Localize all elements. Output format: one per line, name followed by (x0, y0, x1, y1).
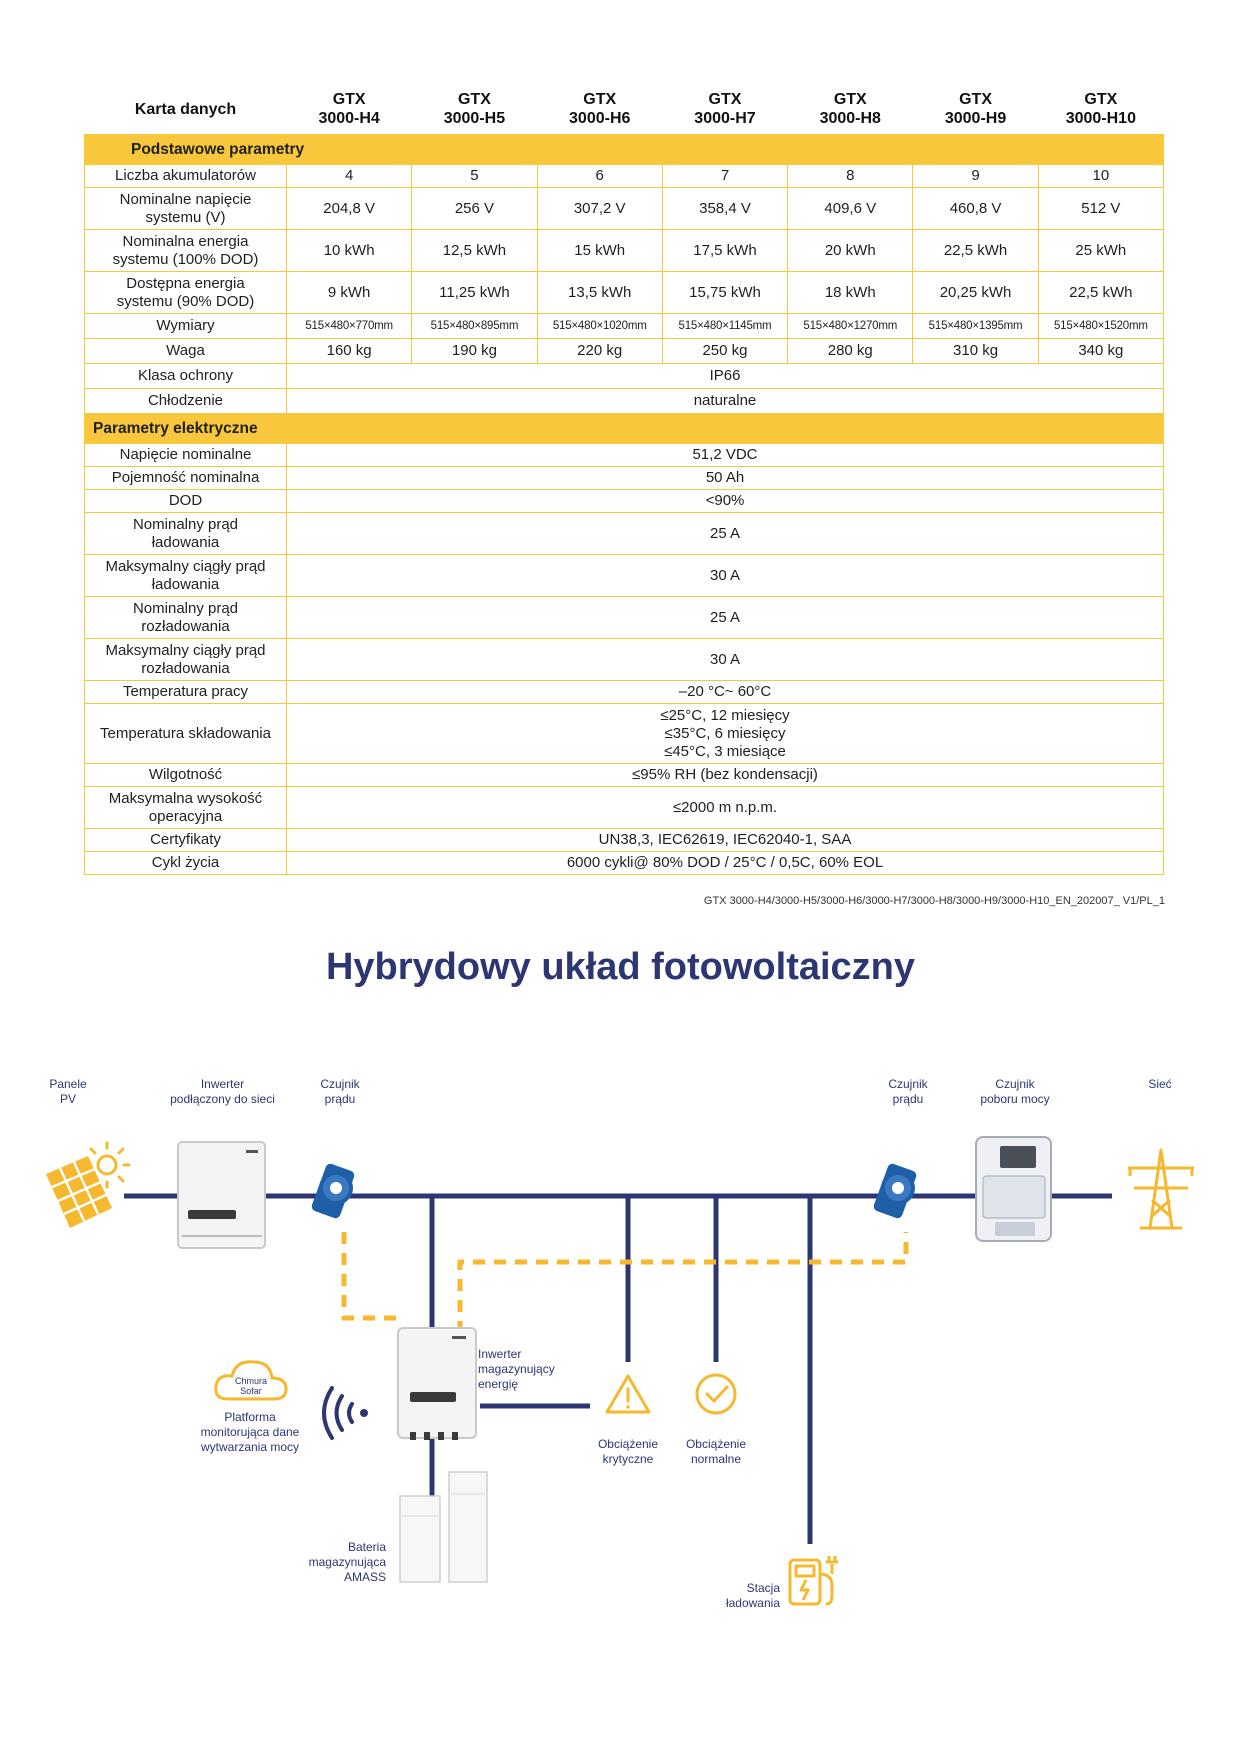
row-value (287, 389, 1164, 414)
table-row (85, 597, 1164, 639)
row-value: 25 kWh (1038, 230, 1163, 272)
cell-line: rozładowania (141, 617, 230, 635)
table-row (85, 513, 1164, 555)
cell-line: operacyjna (148, 807, 223, 825)
row-value: 9 (913, 165, 1038, 188)
table-row (85, 787, 1164, 829)
row-value: 8 (788, 165, 913, 188)
section-row (85, 414, 1164, 444)
row-value (287, 787, 1164, 829)
row-label (85, 339, 287, 364)
cell-line: 3000-H7 (694, 110, 756, 127)
cloud-icon (216, 1362, 286, 1399)
cell-line: IP66 (709, 367, 741, 384)
cloud-label-line: Sofar (240, 1386, 262, 1396)
cell-line: GTX (833, 91, 867, 108)
storage-inverter-label: Inwerter magazynujący energię (478, 1347, 555, 1391)
row-value: 204,8 V (287, 188, 412, 230)
cell-line: ≤95% RH (bez kondensacji) (632, 766, 818, 783)
cell-line: Wymiary (156, 317, 215, 334)
cell-line: systemu (100% DOD) (112, 250, 259, 268)
current-sensor-1-label: Czujnik prądu (320, 1077, 360, 1106)
row-value (287, 364, 1164, 389)
cell-line: ≤25°C, 12 miesięcy (660, 706, 790, 724)
row-value: 409,6 V (788, 188, 913, 230)
row-label (85, 787, 287, 829)
current-sensor-2-label: Czujnik prądu (888, 1077, 928, 1106)
battery-label: Bateria magazynująca AMASS (308, 1540, 386, 1584)
row-value: 11,25 kWh (412, 272, 537, 314)
cell-line: Liczba akumulatorów (115, 167, 256, 184)
cell-line: 3000-H5 (443, 110, 506, 127)
cell-line: 3000-H10 (1065, 110, 1136, 127)
table-row (85, 364, 1164, 389)
row-value: 190 kg (412, 339, 537, 364)
grid-label: Sieć (1148, 1077, 1172, 1091)
pv-panels-label: Panele PV (49, 1077, 87, 1106)
charging-station-label: Stacja ładowania (725, 1581, 780, 1610)
cell-line: DOD (168, 492, 203, 509)
row-label (85, 467, 287, 490)
monitoring-platform-label: Platforma monitorująca dane wytwarzania mocy (200, 1410, 300, 1454)
cell-line: GTX (332, 91, 366, 108)
row-label (85, 230, 287, 272)
row-value: 17,5 kWh (662, 230, 787, 272)
row-value (287, 829, 1164, 852)
cell-line: GTX (583, 91, 617, 108)
row-value: 250 kg (662, 339, 787, 364)
row-value: 10 (1038, 165, 1163, 188)
transmission-tower-icon (1128, 1150, 1194, 1228)
row-value: 12,5 kWh (412, 230, 537, 272)
row-value: 4 (287, 165, 412, 188)
row-value: 515×480×1520mm (1038, 314, 1163, 339)
row-value: 220 kg (537, 339, 662, 364)
row-value: 515×480×1020mm (537, 314, 662, 339)
cell-line: <90% (705, 492, 745, 509)
table-row (85, 467, 1164, 490)
cell-line: 3000-H8 (819, 110, 881, 127)
row-value: 307,2 V (537, 188, 662, 230)
cell-line: Wilgotność (148, 766, 223, 783)
cell-line: ≤35°C, 6 miesięcy (664, 724, 786, 742)
row-value (287, 444, 1164, 467)
row-value (287, 852, 1164, 875)
table-row (85, 704, 1164, 764)
cloud-label-line: Chmura (234, 1376, 268, 1386)
table-row (85, 555, 1164, 597)
cell-line: systemu (V) (145, 208, 226, 226)
table-row (85, 230, 1164, 272)
row-label (85, 852, 287, 875)
solar-panel-icon (46, 1156, 112, 1228)
row-label (85, 165, 287, 188)
row-value (287, 513, 1164, 555)
cell-line: 6000 cykli@ 80% DOD / 25°C / 0,5C, 60% EOL (566, 854, 884, 871)
row-label (85, 389, 287, 414)
row-value (287, 597, 1164, 639)
row-value: 515×480×895mm (412, 314, 537, 339)
row-label (85, 829, 287, 852)
table-row (85, 165, 1164, 188)
section-title: Parametry elektryczne (85, 414, 1164, 444)
document-code: GTX 3000-H4/3000-H5/3000-H6/3000-H7/3000-H8/3000-H9/3000-H10_EN_202007_ V1/PL_1 (703, 895, 1165, 907)
charging-station-icon (790, 1556, 838, 1604)
row-label (85, 490, 287, 513)
table-row (85, 339, 1164, 364)
section-title: Podstawowe parametry (85, 135, 1164, 165)
row-value (287, 555, 1164, 597)
cell-line: GTX (959, 91, 992, 108)
row-label (85, 513, 287, 555)
cell-line: –20 °C~ 60°C (678, 683, 772, 700)
row-value: 280 kg (788, 339, 913, 364)
grid-inverter-icon (178, 1142, 265, 1248)
row-value: 5 (412, 165, 537, 188)
row-label (85, 681, 287, 704)
row-value: 310 kg (913, 339, 1038, 364)
power-lines (124, 1196, 1112, 1544)
diagram-title: Hybrydowy układ fotowoltaiczny (325, 946, 916, 988)
cell-line: Temperatura pracy (122, 683, 249, 700)
row-label (85, 314, 287, 339)
communication-lines (344, 1232, 906, 1333)
cell-line: 3000-H9 (944, 110, 1007, 127)
cell-line: Maksymalny ciągły prąd (105, 557, 266, 575)
table-row (85, 852, 1164, 875)
row-value: 340 kg (1038, 339, 1163, 364)
cell-line: Nominalna energia (122, 232, 249, 250)
table-row (85, 681, 1164, 704)
row-value: 22,5 kWh (913, 230, 1038, 272)
cell-line: rozładowania (141, 659, 230, 677)
cloud-label (235, 1376, 267, 1396)
row-label (85, 597, 287, 639)
cell-line: GTX (457, 91, 491, 108)
current-sensor-2-icon (872, 1162, 917, 1219)
cell-line: 51,2 VDC (692, 446, 758, 463)
current-sensor-1-icon (310, 1162, 355, 1219)
cell-line: 3000-H4 (318, 110, 380, 127)
storage-inverter-icon (398, 1328, 476, 1440)
cell-line: 25 A (709, 524, 741, 542)
model-header (788, 88, 913, 135)
row-value: 512 V (1038, 188, 1163, 230)
cell-line: Temperatura składowania (100, 724, 271, 742)
row-value: 9 kWh (287, 272, 412, 314)
cell-line: 30 A (709, 566, 741, 584)
row-value: 515×480×770mm (287, 314, 412, 339)
cell-line: 30 A (709, 650, 741, 668)
row-value: 22,5 kWh (1038, 272, 1163, 314)
row-value (287, 681, 1164, 704)
row-value: 160 kg (287, 339, 412, 364)
table-row (85, 272, 1164, 314)
model-header (913, 88, 1038, 135)
row-value: 460,8 V (913, 188, 1038, 230)
row-label (85, 364, 287, 389)
row-value: 358,4 V (662, 188, 787, 230)
row-value (287, 704, 1164, 764)
cell-line: Pojemność nominalna (111, 469, 260, 486)
row-label (85, 555, 287, 597)
table-row (85, 829, 1164, 852)
row-label (85, 764, 287, 787)
battery-icon (400, 1472, 487, 1582)
row-value (287, 490, 1164, 513)
cell-line: Maksymalna wysokość (108, 789, 263, 807)
cell-line: Nominalny prąd (132, 515, 239, 533)
cell-line: Napięcie nominalne (119, 446, 252, 463)
cell-line: 25 A (709, 608, 741, 626)
cell-line: Maksymalny ciągły prąd (105, 641, 266, 659)
consumption-meter-label: Czujnik poboru mocy (980, 1077, 1050, 1106)
energy-meter-icon (976, 1137, 1051, 1241)
table-row (85, 389, 1164, 414)
row-value: 7 (662, 165, 787, 188)
row-label (85, 272, 287, 314)
critical-load-label: Obciążenie krytyczne (597, 1437, 659, 1466)
row-value: 515×480×1145mm (662, 314, 787, 339)
table-header-row (85, 88, 1164, 135)
cell-line: 50 Ah (705, 469, 745, 486)
table-row (85, 188, 1164, 230)
model-header (1038, 88, 1163, 135)
cell-line: naturalne (693, 392, 757, 409)
spec-table (84, 88, 1164, 875)
cell-line: Dostępna energia (126, 274, 245, 292)
cell-line: Nominalny prąd (132, 599, 239, 617)
row-value: 13,5 kWh (537, 272, 662, 314)
row-value: 256 V (412, 188, 537, 230)
row-value (287, 639, 1164, 681)
row-label (85, 444, 287, 467)
cell-line: ≤45°C, 3 miesiące (664, 742, 786, 760)
row-value (287, 467, 1164, 490)
cell-line: ładowania (151, 533, 220, 551)
table-row (85, 764, 1164, 787)
model-header (537, 88, 662, 135)
model-header (662, 88, 787, 135)
cell-line: GTX (1084, 91, 1118, 108)
cell-line: Chłodzenie (147, 392, 224, 409)
cell-line: ładowania (151, 575, 220, 593)
table-row (85, 639, 1164, 681)
row-value: 515×480×1270mm (788, 314, 913, 339)
cell-line: Klasa ochrony (137, 367, 234, 384)
row-value (287, 764, 1164, 787)
sensor1-comm-line (344, 1232, 398, 1318)
section-row (85, 135, 1164, 165)
table-row (85, 490, 1164, 513)
cell-line: Nominalne napięcie (119, 190, 252, 208)
row-value: 515×480×1395mm (913, 314, 1038, 339)
row-label (85, 704, 287, 764)
table-row (85, 314, 1164, 339)
row-value: 6 (537, 165, 662, 188)
row-value: 10 kWh (287, 230, 412, 272)
warning-load-icon (607, 1376, 649, 1412)
model-header (412, 88, 537, 135)
cell-line: systemu (90% DOD) (116, 292, 255, 310)
cell-line: UN38,3, IEC62619, IEC62040-1, SAA (598, 831, 852, 848)
cell-line: Certyfikaty (150, 831, 221, 848)
cell-line: GTX (708, 91, 742, 108)
cell-line: Cykl życia (151, 854, 220, 871)
row-label (85, 639, 287, 681)
row-value: 18 kWh (788, 272, 913, 314)
grid-inverter-label: Inwerter podłączony do sieci (170, 1077, 275, 1106)
cell-line: Waga (166, 342, 205, 359)
table-row (85, 444, 1164, 467)
row-value: 20 kWh (788, 230, 913, 272)
sensor2-comm-line (460, 1232, 906, 1333)
row-value: 15 kWh (537, 230, 662, 272)
header-label: Karta danych (134, 100, 237, 118)
cell-line: ≤2000 m n.p.m. (672, 798, 778, 816)
cell-line: 3000-H6 (569, 110, 631, 127)
normal-load-label: Obciążenie normalne (685, 1437, 747, 1466)
wifi-signal-icon (324, 1388, 368, 1438)
row-value: 15,75 kWh (662, 272, 787, 314)
row-label (85, 188, 287, 230)
check-load-icon (697, 1375, 735, 1413)
row-value: 20,25 kWh (913, 272, 1038, 314)
model-header (287, 88, 412, 135)
